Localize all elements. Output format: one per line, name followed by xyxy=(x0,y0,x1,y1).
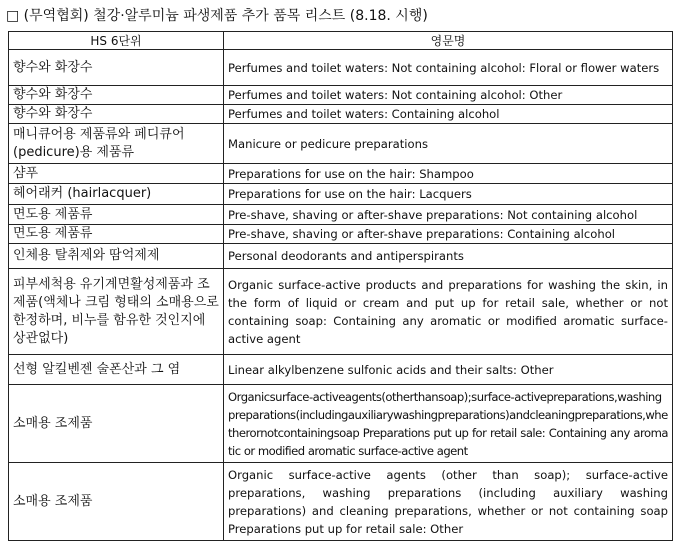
table-row xyxy=(9,463,673,541)
english-name-cell: Organic surface-active products and preparations for washing the skin, in the form of liquid or cream and put up for retail sale, whether or not containing soap: Containing any aromatic or modified aromatic surface-active agent xyxy=(224,269,673,355)
english-name-cell: Perfumes and toilet waters: Not containing alcohol: Floral or flower waters xyxy=(224,50,673,86)
english-name-cell: Personal deodorants and antiperspirants xyxy=(224,244,673,269)
page-title: □ (무역협회) 철강·알루미늄 파생제품 추가 품목 리스트 (8.18. 시행) xyxy=(6,8,428,24)
hs-name-cell: 향수와 화장수 xyxy=(9,105,224,124)
table-row xyxy=(9,105,673,124)
hs-name-cell: 샴푸 xyxy=(9,164,224,184)
hs-name-cell: 소매용 조제품 xyxy=(9,463,224,541)
table-row xyxy=(9,269,673,355)
table-row xyxy=(9,86,673,105)
table-row xyxy=(9,355,673,385)
table-row xyxy=(9,124,673,164)
english-name-cell: Perfumes and toilet waters: Containing alcohol xyxy=(224,105,673,124)
hs-name-cell: 향수와 화장수 xyxy=(9,50,224,86)
english-name-cell: Preparations for use on the hair: Shampoo xyxy=(224,164,673,184)
english-name-cell: Pre-shave, shaving or after-shave preparations: Containing alcohol xyxy=(224,225,673,244)
table-row xyxy=(9,244,673,269)
hs-name-cell: 헤어래커 (hairlacquer) xyxy=(9,184,224,205)
hs-name-cell: 피부세척용 유기계면활성제품과 조제품(액체나 크림 형태의 소매용으로 한정하며, 비누를 함유한 것인지에 상관없다) xyxy=(9,269,224,355)
hs-name-cell: 소매용 조제품 xyxy=(9,385,224,463)
hs-name-cell: 선형 알킬벤젠 술폰산과 그 염 xyxy=(9,355,224,385)
english-name-cell: Organic surface-active agents (other than soap); surface-active preparations, washing preparations (including auxiliary washing preparations) and cleaning preparations, whether or not containing soap Preparations put up for retail sale: Other xyxy=(224,463,673,541)
table-row xyxy=(9,164,673,184)
english-name-cell: Preparations for use on the hair: Lacquers xyxy=(224,184,673,205)
hs-name-cell: 향수와 화장수 xyxy=(9,86,224,105)
hs-name-cell: 면도용 제품류 xyxy=(9,205,224,225)
table-row xyxy=(9,385,673,463)
table-row xyxy=(9,50,673,86)
table-row xyxy=(9,184,673,205)
english-name-cell: Manicure or pedicure preparations xyxy=(224,124,673,164)
hs-name-cell: 인체용 탈취제와 땀억제제 xyxy=(9,244,224,269)
english-name-cell: Organicsurface-activeagents(otherthansoap);surface-activepreparations,washingpreparations(includingauxiliarywashingpreparations)andcleaningpreparations,whetherornotcontainingsoap Preparations put up for retail sale: Containing any aromatic or modified aromatic surface-active agent xyxy=(224,385,673,463)
table-row xyxy=(9,205,673,225)
table-header-row xyxy=(9,32,673,50)
english-name-cell: Pre-shave, shaving or after-shave preparations: Not containing alcohol xyxy=(224,205,673,225)
header-english-name: 영문명 xyxy=(224,32,673,50)
table-row xyxy=(9,225,673,244)
hs-name-cell: 매니큐어용 제품류와 페디큐어(pedicure)용 제품류 xyxy=(9,124,224,164)
english-name-cell: Perfumes and toilet waters: Not containing alcohol: Other xyxy=(224,86,673,105)
english-name-cell: Linear alkylbenzene sulfonic acids and their salts: Other xyxy=(224,355,673,385)
header-hs-code: HS 6단위 xyxy=(9,32,224,50)
hs-name-cell: 면도용 제품류 xyxy=(9,225,224,244)
item-list-table xyxy=(8,31,673,541)
